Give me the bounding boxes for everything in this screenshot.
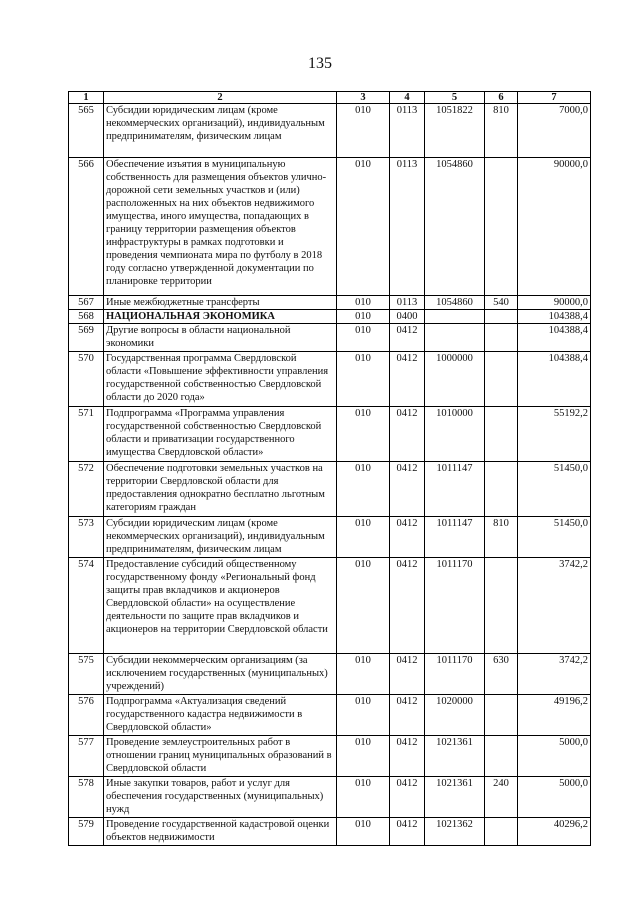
row-code-5: 1011170: [425, 558, 485, 654]
row-code-5: 1011170: [425, 654, 485, 695]
row-code-5: 1054860: [425, 296, 485, 310]
row-name: Подпрограмма «Программа управления государственной собственностью Свердловской области и приватизации государственного имущества Свердловской области»: [104, 407, 337, 462]
row-code-4: 0113: [390, 104, 425, 158]
row-code-3: 010: [337, 695, 390, 736]
row-number: 579: [69, 818, 104, 846]
row-amount: 104388,4: [518, 324, 591, 352]
row-code-4: 0412: [390, 352, 425, 407]
row-number: 565: [69, 104, 104, 158]
row-number: 573: [69, 517, 104, 558]
row-code-3: 010: [337, 558, 390, 654]
row-amount: 51450,0: [518, 517, 591, 558]
table-row: [69, 777, 591, 818]
row-number: 568: [69, 310, 104, 324]
row-code-4: 0412: [390, 517, 425, 558]
row-code-5: 1054860: [425, 158, 485, 296]
row-code-4: 0412: [390, 777, 425, 818]
row-code-4: 0412: [390, 695, 425, 736]
row-code-3: 010: [337, 407, 390, 462]
table-row: [69, 104, 591, 158]
row-code-5: 1011147: [425, 517, 485, 558]
row-code-6: [485, 407, 518, 462]
row-number: 576: [69, 695, 104, 736]
row-name: Подпрограмма «Актуализация сведений государственного кадастра недвижимости в Свердловской области»: [104, 695, 337, 736]
table-row: [69, 407, 591, 462]
row-name: Обеспечение изъятия в муниципальную собственность для размещения объектов улично-дорожной сети земельных участков и (или) расположенных на них объектов недвижимого имущества, иного имущества, попадающих в границу территории размещения объектов инфраструктуры в рамках подготовки и проведения чемпионата мира по футболу в 2018 году согласно утвержденной документации по планировке территории: [104, 158, 337, 296]
row-amount: 5000,0: [518, 736, 591, 777]
row-code-3: 010: [337, 462, 390, 517]
row-number: 567: [69, 296, 104, 310]
table-row: [69, 558, 591, 654]
table-row: [69, 158, 591, 296]
row-code-6: 540: [485, 296, 518, 310]
row-code-3: 010: [337, 158, 390, 296]
row-code-6: [485, 558, 518, 654]
row-code-5: 1011147: [425, 462, 485, 517]
column-header: 1: [69, 92, 104, 104]
row-code-3: 010: [337, 818, 390, 846]
page-number: 135: [308, 55, 332, 72]
table-row: [69, 310, 591, 324]
row-amount: 104388,4: [518, 310, 591, 324]
row-code-3: 010: [337, 777, 390, 818]
row-code-6: [485, 310, 518, 324]
row-code-3: 010: [337, 736, 390, 777]
row-amount: 3742,2: [518, 654, 591, 695]
row-name: Иные межбюджетные трансферты: [104, 296, 337, 310]
table-row: [69, 818, 591, 846]
row-amount: 90000,0: [518, 158, 591, 296]
row-code-6: [485, 736, 518, 777]
row-code-4: 0113: [390, 296, 425, 310]
row-code-6: [485, 462, 518, 517]
row-code-6: 630: [485, 654, 518, 695]
row-name: Иные закупки товаров, работ и услуг для обеспечения государственных (муниципальных) нужд: [104, 777, 337, 818]
column-header: 4: [390, 92, 425, 104]
row-code-4: 0400: [390, 310, 425, 324]
row-amount: 5000,0: [518, 777, 591, 818]
row-name: Субсидии юридическим лицам (кроме некоммерческих организаций), индивидуальным предпринимателям, физическим лицам: [104, 104, 337, 158]
row-code-4: 0412: [390, 558, 425, 654]
row-code-5: [425, 324, 485, 352]
row-code-6: 240: [485, 777, 518, 818]
row-code-3: 010: [337, 352, 390, 407]
column-header: 7: [518, 92, 591, 104]
row-code-3: 010: [337, 517, 390, 558]
row-code-4: 0412: [390, 407, 425, 462]
row-code-5: 1000000: [425, 352, 485, 407]
row-code-6: [485, 818, 518, 846]
row-code-5: 1021361: [425, 777, 485, 818]
row-code-5: 1021362: [425, 818, 485, 846]
row-name: Другие вопросы в области национальной экономики: [104, 324, 337, 352]
row-code-5: 1010000: [425, 407, 485, 462]
row-code-3: 010: [337, 654, 390, 695]
row-code-6: 810: [485, 517, 518, 558]
row-name: Обеспечение подготовки земельных участков на территории Свердловской области для предоставления однократно бесплатно льготным категориям граждан: [104, 462, 337, 517]
row-name: НАЦИОНАЛЬНАЯ ЭКОНОМИКА: [104, 310, 337, 324]
row-name: Субсидии юридическим лицам (кроме некоммерческих организаций), индивидуальным предпринимателям, физическим лицам: [104, 517, 337, 558]
row-code-5: 1021361: [425, 736, 485, 777]
row-number: 572: [69, 462, 104, 517]
row-amount: 104388,4: [518, 352, 591, 407]
row-amount: 7000,0: [518, 104, 591, 158]
table-row: [69, 462, 591, 517]
row-code-5: [425, 310, 485, 324]
row-name: Проведение землеустроительных работ в отношении границ муниципальных образований в Свердловской области: [104, 736, 337, 777]
table-row: [69, 324, 591, 352]
row-code-4: 0113: [390, 158, 425, 296]
row-code-6: [485, 352, 518, 407]
row-code-6: [485, 695, 518, 736]
table-row: [69, 296, 591, 310]
row-name: Субсидии некоммерческим организациям (за исключением государственных (муниципальных) учреждений): [104, 654, 337, 695]
row-amount: 40296,2: [518, 818, 591, 846]
row-code-4: 0412: [390, 462, 425, 517]
row-number: 575: [69, 654, 104, 695]
row-name: Предоставление субсидий общественному государственному фонду «Региональный фонд защиты прав вкладчиков и акционеров Свердловской области» на осуществление деятельности по защите прав вкладчиков и акционеров на территории Свердловской области: [104, 558, 337, 654]
table-row: [69, 695, 591, 736]
table-row: [69, 352, 591, 407]
row-amount: 3742,2: [518, 558, 591, 654]
row-number: 569: [69, 324, 104, 352]
row-number: 571: [69, 407, 104, 462]
row-amount: 55192,2: [518, 407, 591, 462]
row-code-6: 810: [485, 104, 518, 158]
row-code-4: 0412: [390, 324, 425, 352]
budget-table: [68, 91, 591, 846]
column-header: 5: [425, 92, 485, 104]
table-row: [69, 517, 591, 558]
column-header: 2: [104, 92, 337, 104]
row-code-3: 010: [337, 296, 390, 310]
row-number: 566: [69, 158, 104, 296]
row-name: Государственная программа Свердловской области «Повышение эффективности управления государственной собственностью Свердловской области до 2020 года»: [104, 352, 337, 407]
row-number: 577: [69, 736, 104, 777]
row-number: 574: [69, 558, 104, 654]
column-header: 3: [337, 92, 390, 104]
row-code-3: 010: [337, 104, 390, 158]
row-code-4: 0412: [390, 736, 425, 777]
row-amount: 90000,0: [518, 296, 591, 310]
row-code-6: [485, 158, 518, 296]
row-name: Проведение государственной кадастровой оценки объектов недвижимости: [104, 818, 337, 846]
row-code-3: 010: [337, 310, 390, 324]
row-amount: 51450,0: [518, 462, 591, 517]
row-code-5: 1020000: [425, 695, 485, 736]
row-code-5: 1051822: [425, 104, 485, 158]
table-row: [69, 736, 591, 777]
row-number: 570: [69, 352, 104, 407]
header-row: [69, 92, 591, 104]
row-code-4: 0412: [390, 654, 425, 695]
row-number: 578: [69, 777, 104, 818]
row-code-4: 0412: [390, 818, 425, 846]
row-amount: 49196,2: [518, 695, 591, 736]
row-code-6: [485, 324, 518, 352]
row-code-3: 010: [337, 324, 390, 352]
column-header: 6: [485, 92, 518, 104]
table-row: [69, 654, 591, 695]
